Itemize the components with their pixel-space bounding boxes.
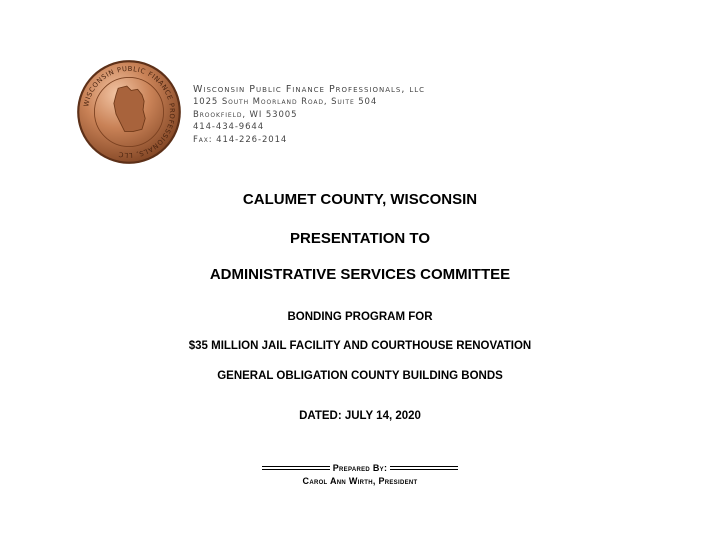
presentation-title: PRESENTATION TO bbox=[289, 230, 430, 247]
author-name: Carol Ann Wirth, President bbox=[302, 476, 418, 486]
county-title: CALUMET COUNTY, WISCONSIN bbox=[242, 191, 478, 208]
prepared-by-label: Prepared By: bbox=[332, 463, 388, 473]
firm-fax: Fax: 414-226-2014 bbox=[193, 134, 288, 145]
firm-address-line-1: 1025 South Moorland Road, Suite 504 bbox=[193, 97, 378, 108]
prepared-by-line bbox=[0, 463, 720, 473]
left-double-rule bbox=[262, 466, 330, 470]
svg-text:WISCONSIN PUBLIC FINANCE PROFE: WISCONSIN PUBLIC FINANCE PROFESSIONALS, LLC bbox=[82, 64, 177, 160]
bonds-heading: GENERAL OBLIGATION COUNTY BUILDING BONDS bbox=[217, 370, 503, 382]
firm-address-line-2: Brookfield, WI 53005 bbox=[193, 109, 298, 120]
firm-letterhead bbox=[193, 84, 425, 146]
company-seal-logo bbox=[75, 58, 183, 166]
firm-phone: 414-434-9644 bbox=[193, 122, 265, 133]
right-double-rule bbox=[390, 466, 458, 470]
project-heading: $35 MILLION JAIL FACILITY AND COURTHOUSE RENOVATION bbox=[188, 340, 532, 352]
program-heading: BONDING PROGRAM FOR bbox=[287, 311, 433, 323]
firm-name: Wisconsin Public Finance Professionals, llc bbox=[193, 84, 426, 95]
committee-title: ADMINISTRATIVE SERVICES COMMITTEE bbox=[209, 266, 511, 283]
date-line: DATED: JULY 14, 2020 bbox=[299, 410, 421, 422]
